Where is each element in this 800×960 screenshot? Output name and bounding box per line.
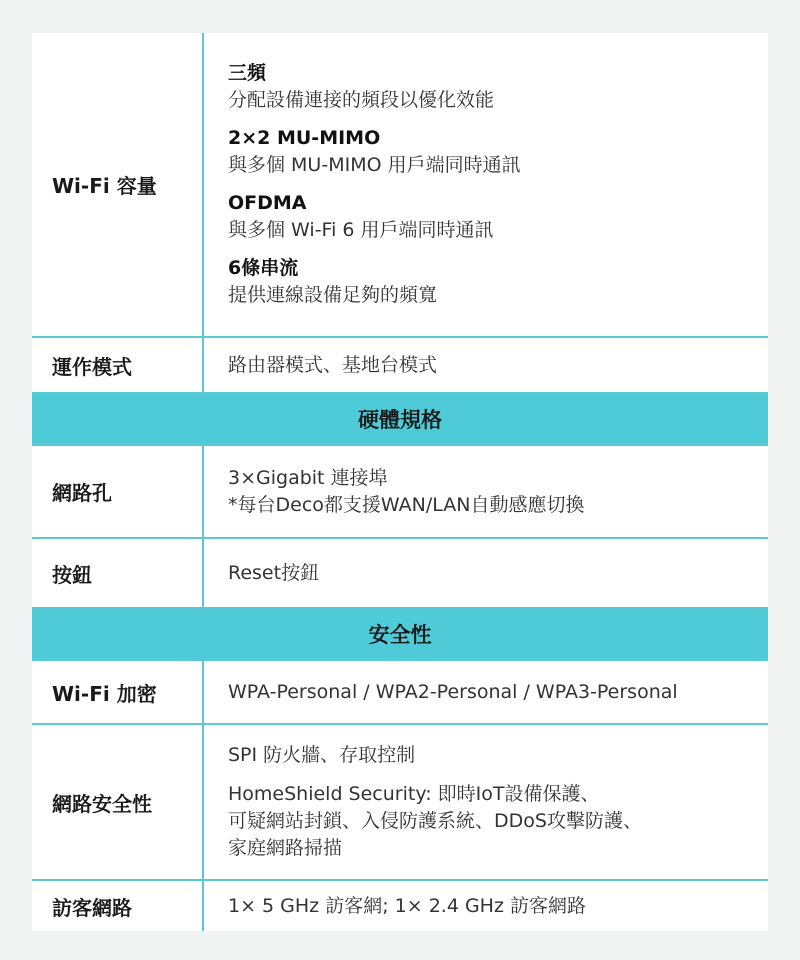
section-header-security: 安全性 (32, 609, 768, 661)
ports-note: *每台Deco都支援WAN/LAN自動感應切換 (228, 493, 585, 516)
section-header-hardware: 硬體規格 (32, 394, 768, 446)
feature-item (228, 255, 768, 309)
row-operation-mode (32, 338, 768, 394)
homeshield-line: 可疑網站封鎖、入侵防護系統、DDoS攻擊防護、 (228, 810, 642, 832)
feature-item (228, 125, 768, 190)
homeshield-line: 家庭網路掃描 (228, 837, 343, 859)
row-buttons (32, 539, 768, 609)
row-value (204, 446, 768, 537)
row-label: 網路孔 (32, 446, 204, 537)
homeshield-line: HomeShield Security: 即時IoT設備保護、 (228, 783, 600, 805)
row-value: Reset按鈕 (228, 561, 320, 584)
feature-desc: 提供連線設備足夠的頻寬 (228, 284, 438, 306)
feature-desc: 分配設備連接的頻段以優化效能 (228, 89, 495, 111)
spec-table (32, 33, 768, 931)
firewall-line: SPI 防火牆、存取控制 (228, 744, 416, 766)
row-label: Wi-Fi 容量 (32, 33, 204, 336)
row-value (204, 725, 768, 879)
feature-desc: 與多個 MU-MIMO 用戶端同時通訊 (228, 154, 521, 176)
row-ports (32, 446, 768, 539)
feature-item (228, 60, 768, 125)
row-value: WPA-Personal / WPA2-Personal / WPA3-Personal (228, 680, 678, 703)
row-label: 按鈕 (32, 539, 204, 607)
feature-desc: 與多個 Wi-Fi 6 用戶端同時通訊 (228, 219, 494, 241)
row-value: 1× 5 GHz 訪客網; 1× 2.4 GHz 訪客網路 (228, 894, 586, 917)
feature-title: 2×2 MU-MIMO (228, 127, 381, 149)
feature-title: 三頻 (228, 62, 267, 84)
row-label: 運作模式 (32, 338, 204, 392)
row-label: 訪客網路 (32, 881, 204, 931)
row-guest-network (32, 881, 768, 931)
row-value: 路由器模式、基地台模式 (228, 353, 438, 376)
row-network-security (32, 725, 768, 881)
row-wifi-capacity (32, 33, 768, 338)
row-label: 網路安全性 (32, 725, 204, 879)
feature-title: OFDMA (228, 192, 307, 214)
row-value (204, 33, 768, 336)
row-label: Wi-Fi 加密 (32, 661, 204, 723)
feature-title: 6條串流 (228, 257, 299, 279)
ports-line: 3×Gigabit 連接埠 (228, 466, 388, 489)
feature-item (228, 190, 768, 255)
row-encryption (32, 661, 768, 725)
